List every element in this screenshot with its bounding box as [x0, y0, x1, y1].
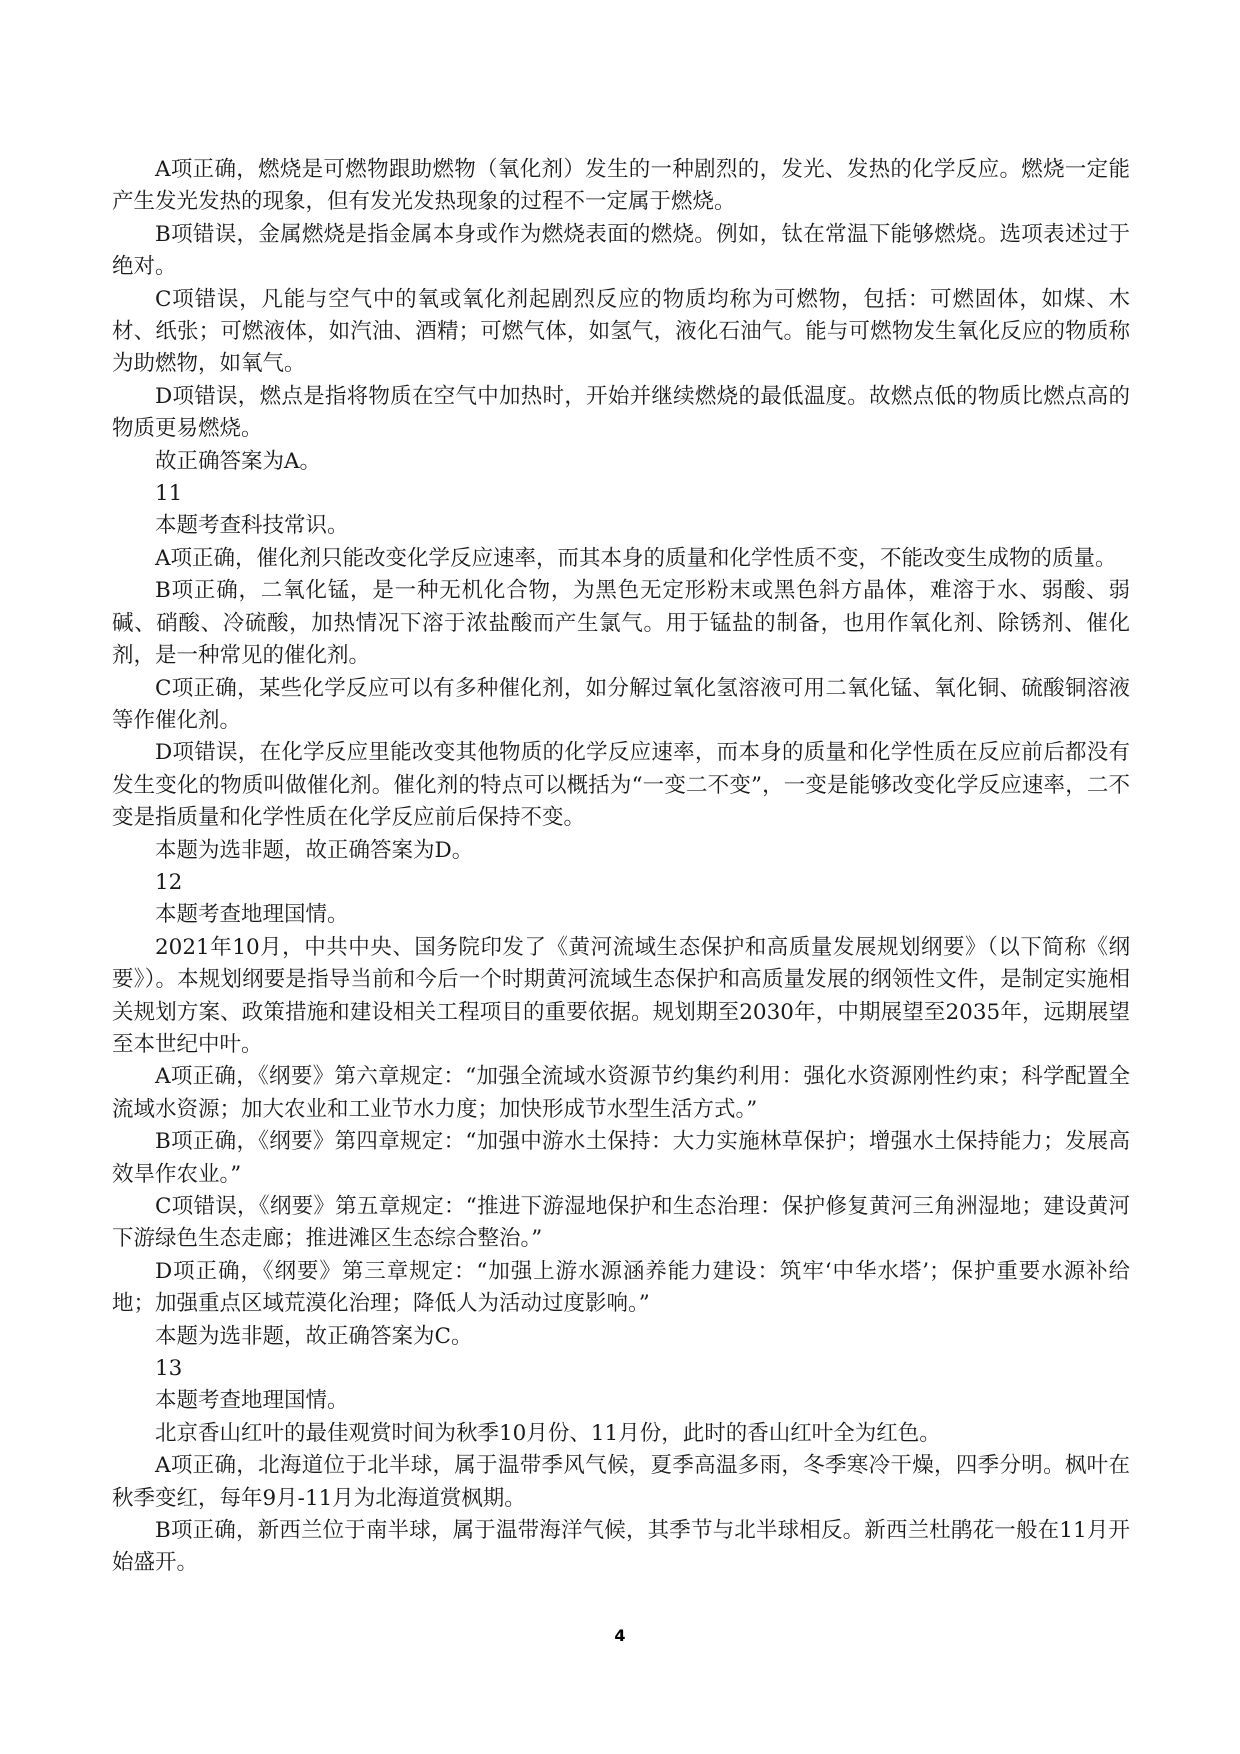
paragraph: 本题考查地理国情。	[155, 902, 349, 928]
paragraph: C项错误，凡能与空气中的氧或氧化剂起剧烈反应的物质均称为可燃物，包括：可燃固体，如煤、木材、纸张；可燃液体，如汽油、酒精；可燃气体，如氢气，液化石油气。能与可燃物发生氧化反应的物质称为助燃物，如氧气。	[112, 286, 1130, 377]
paragraph: B项正确，二氧化锰，是一种无机化合物，为黑色无定形粉末或黑色斜方晶体，难溶于水、弱酸、弱碱、硝酸、冷硫酸，加热情况下溶于浓盐酸而产生氯气。用于锰盐的制备，也用作氧化剂、除锈剂、催化剂，是一种常见的催化剂。	[112, 578, 1130, 669]
paragraph: 11	[155, 481, 183, 507]
paragraph: A项正确，北海道位于北半球，属于温带季风气候，夏季高温多雨，冬季寒冷干燥，四季分明。枫叶在秋季变红，每年9月-11月为北海道赏枫期。	[112, 1453, 1130, 1511]
paragraph: A项正确，《纲要》第六章规定：“加强全流域水资源节约集约利用：强化水资源刚性约束；科学配置全流域水资源；加大农业和工业节水力度；加快形成节水型生活方式。”	[112, 1064, 1130, 1122]
page-number: 4	[614, 1626, 626, 1645]
paragraph: 2021年10月，中共中央、国务院印发了《黄河流域生态保护和高质量发展规划纲要》（以下简称《纲要》）。本规划纲要是指导当前和今后一个时期黄河流域生态保护和高质量发展的纲领性文件，是制定实施相关规划方案、政策措施和建设相关工程项目的重要依据。规划期至2030年，中期展望至2035年，远期展望至本世纪中叶。	[112, 934, 1130, 1057]
paragraph: 本题为选非题，故正确答案为C。	[155, 1323, 473, 1349]
paragraph: 本题考查科技常识。	[155, 513, 349, 539]
paragraph: A项正确，燃烧是可燃物跟助燃物（氧化剂）发生的一种剧烈的，发光、发热的化学反应。燃烧一定能产生发光发热的现象，但有发光发热现象的过程不一定属于燃烧。	[112, 157, 1130, 215]
paragraph: 北京香山红叶的最佳观赏时间为秋季10月份、11月份，此时的香山红叶全为红色。	[155, 1420, 941, 1446]
document-body	[112, 154, 1130, 1580]
paragraph: A项正确，催化剂只能改变化学反应速率，而其本身的质量和化学性质不变，不能改变生成物的质量。	[155, 545, 1117, 571]
paragraph: B项错误，金属燃烧是指金属本身或作为燃烧表面的燃烧。例如，钛在常温下能够燃烧。选项表述过于绝对。	[112, 221, 1130, 280]
paragraph: B项正确，《纲要》第四章规定：“加强中游水土保持：大力实施林草保护；增强水土保持能力；发展高效旱作农业。”	[112, 1129, 1130, 1187]
paragraph: C项错误，《纲要》第五章规定：“推进下游湿地保护和生态治理：保护修复黄河三角洲湿地；建设黄河下游绿色生态走廊；推进滩区生态综合整治。”	[112, 1194, 1130, 1252]
paragraph: 故正确答案为A。	[155, 448, 322, 474]
paragraph: 12	[155, 869, 183, 895]
paragraph: 13	[155, 1356, 183, 1382]
paragraph: D项错误，燃点是指将物质在空气中加热时，开始并继续燃烧的最低温度。故燃点低的物质比燃点高的物质更易燃烧。	[112, 383, 1130, 442]
paragraph: C项正确，某些化学反应可以有多种催化剂，如分解过氧化氢溶液可用二氧化锰、氧化铜、硫酸铜溶液等作催化剂。	[112, 675, 1130, 733]
paragraph: 本题为选非题，故正确答案为D。	[155, 837, 474, 863]
paragraph: B项正确，新西兰位于南半球，属于温带海洋气候，其季节与北半球相反。新西兰杜鹃花一般在11月开始盛开。	[112, 1518, 1130, 1576]
paragraph: D项正确，《纲要》第三章规定：“加强上游水源涵养能力建设：筑牢‘中华水塔’；保护重要水源补给地；加强重点区域荒漠化治理；降低人为活动过度影响。”	[112, 1258, 1130, 1317]
paragraph: D项错误，在化学反应里能改变其他物质的化学反应速率，而本身的质量和化学性质在反应前后都没有发生变化的物质叫做催化剂。催化剂的特点可以概括为“一变二不变”，一变是能够改变化学反应速率，二不变是指质量和化学性质在化学反应前后保持不变。	[112, 740, 1130, 831]
paragraph: 本题考查地理国情。	[155, 1388, 349, 1414]
